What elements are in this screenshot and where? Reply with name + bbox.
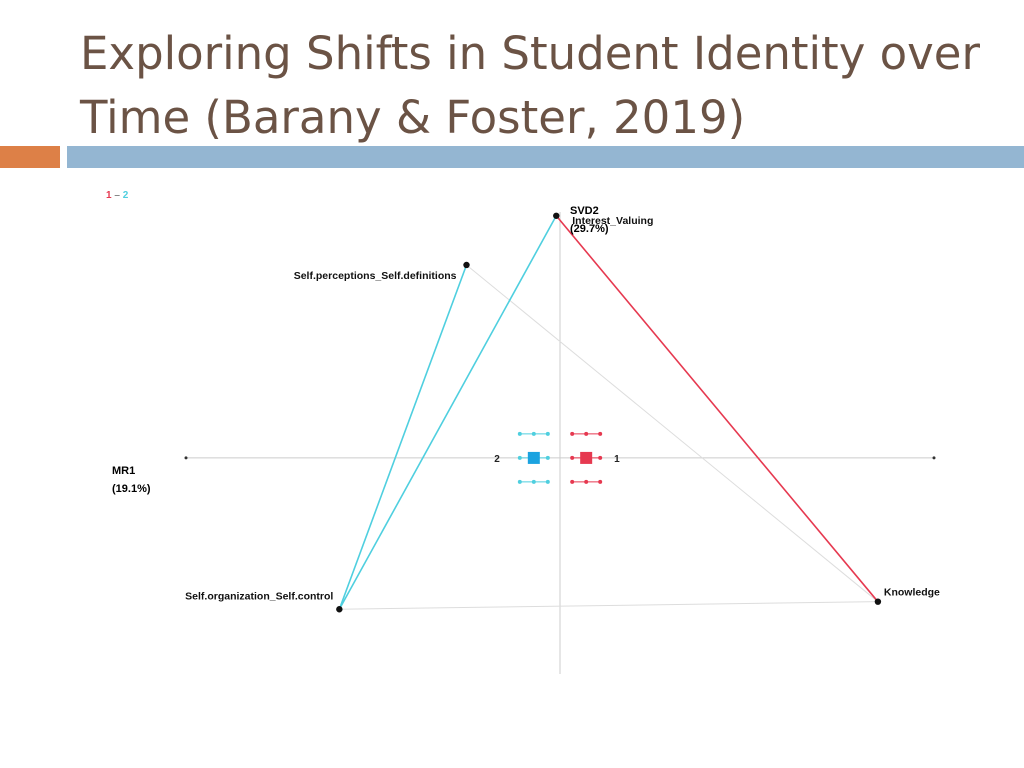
legend-series-1: 1 <box>106 190 112 201</box>
code-node <box>553 213 559 219</box>
code-label: Self.organization_Self.control <box>185 590 334 603</box>
y-axis-name: SVD2 <box>570 205 599 217</box>
x-axis-end-marker <box>185 456 188 459</box>
legend-dash: – <box>111 190 123 201</box>
faint-edge <box>467 265 878 602</box>
series-2-centroid-label: 2 <box>494 453 500 465</box>
code-node <box>875 598 881 604</box>
series-1-edge <box>556 216 878 602</box>
x-axis-variance: (19.1%) <box>112 483 151 495</box>
legend <box>106 190 129 201</box>
series-1-centroid-label: 1 <box>614 453 620 465</box>
x-axis-end-marker <box>933 456 936 459</box>
code-node <box>336 606 342 612</box>
series-1-centroid <box>580 452 592 464</box>
slide-title: Exploring Shifts in Student Identity over Time (Barany & Foster, 2019) <box>80 27 980 144</box>
code-label: Self.perceptions_Self.definitions <box>293 269 457 282</box>
series-2-edge <box>339 265 466 609</box>
legend-series-2: 2 <box>122 190 129 201</box>
y-axis-variance: (29.7%) <box>570 223 609 235</box>
x-axis-name: MR1 <box>112 465 136 477</box>
series-2-centroid <box>528 452 540 464</box>
code-node <box>463 262 469 268</box>
code-label: Knowledge <box>883 586 940 599</box>
faint-edge <box>339 602 878 610</box>
code-label: Interest_Valuing <box>572 214 654 227</box>
